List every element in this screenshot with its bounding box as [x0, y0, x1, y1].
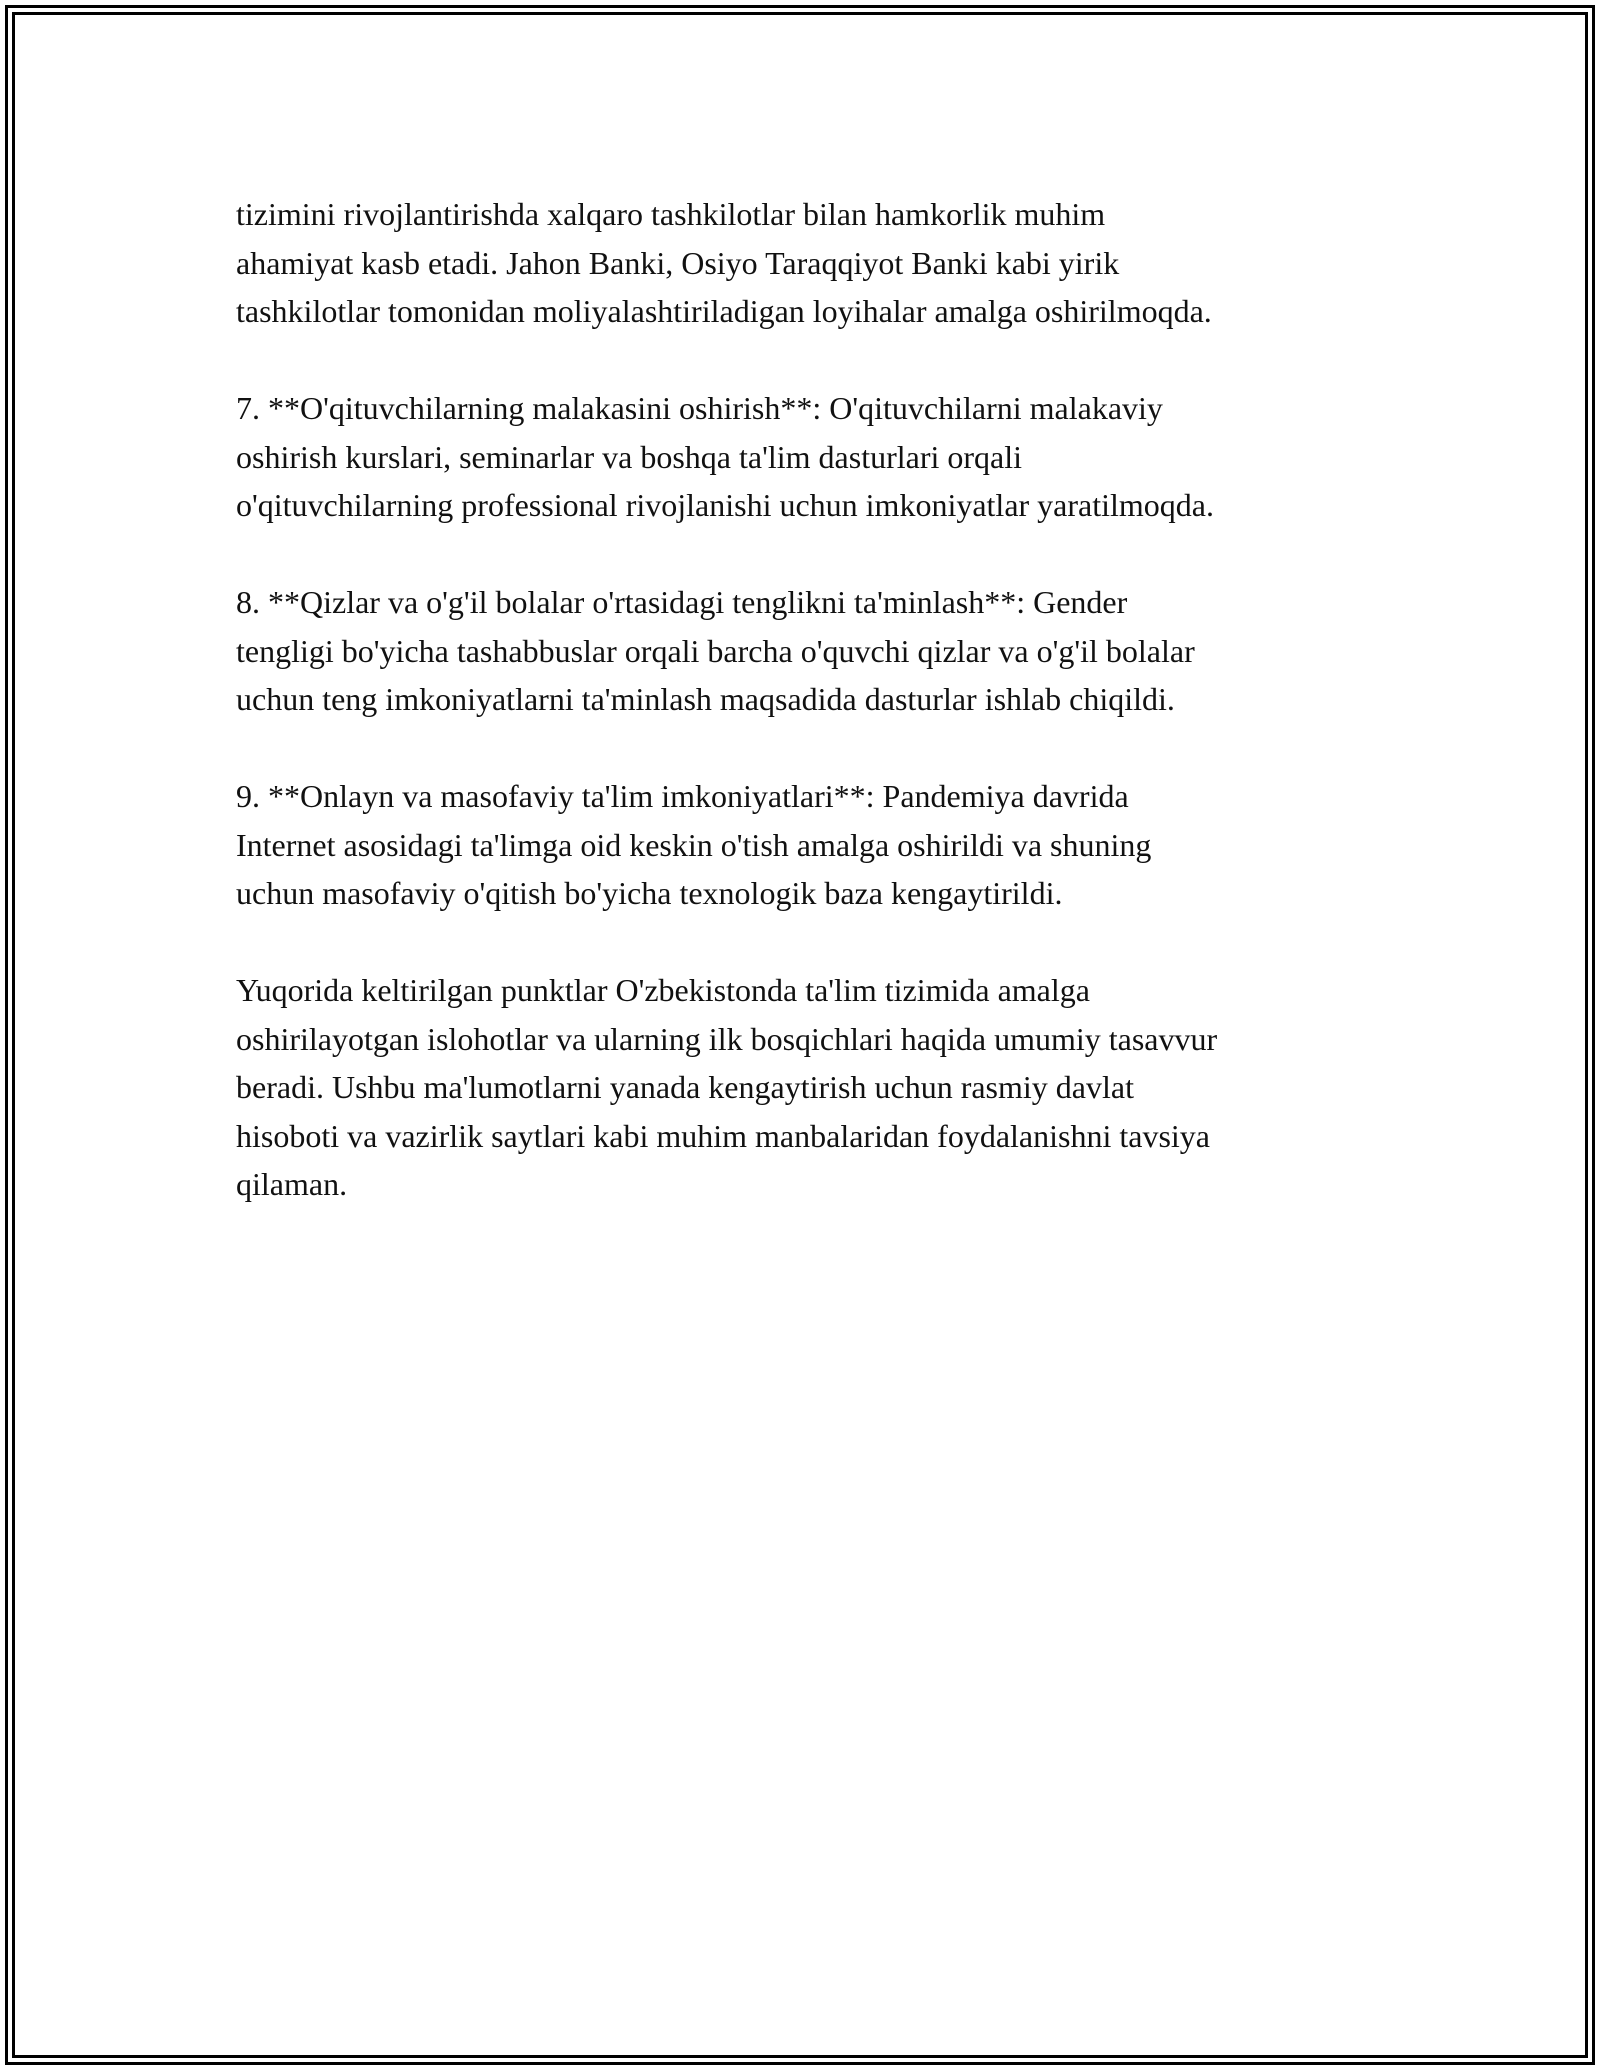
text-line: Internet asosidagi ta'limga oid keskin o'tish amalga oshirildi va shuning	[236, 826, 1152, 863]
text-line: o'qituvchilarning professional rivojlanishi uchun imkoniyatlar yaratilmoqda.	[236, 487, 1214, 523]
text-line: tizimini rivojlantirishda xalqaro tashkilotlar bilan hamkorlik muhim	[236, 196, 1106, 232]
text-line: 9. **Onlayn va masofaviy ta'lim imkoniyatlari**: Pandemiya davrida	[236, 778, 1129, 814]
text-line: tengligi bo'yicha tashabbuslar orqali barcha o'quvchi qizlar va o'g'il bolalar	[236, 632, 1195, 669]
text-line: oshirilayotgan islohotlar va ularning ilk bosqichlari haqida umumiy tasavvur	[236, 1020, 1218, 1057]
text-line: 8. **Qizlar va o'g'il bolalar o'rtasidagi tenglikni ta'minlash**: Gender	[236, 584, 1128, 620]
text-line: ahamiyat kasb etadi. Jahon Banki, Osiyo Taraqqiyot Banki kabi yirik	[236, 244, 1120, 281]
text-line: qilaman.	[236, 1166, 348, 1202]
document-body	[236, 190, 1376, 1209]
paragraph-item-7	[236, 384, 1376, 530]
text-line: beradi. Ushbu ma'lumotlarni yanada kengaytirish uchun rasmiy davlat	[236, 1069, 1134, 1105]
paragraph-conclusion	[236, 966, 1376, 1209]
text-line: oshirish kurslari, seminarlar va boshqa ta'lim dasturlari orqali	[236, 438, 1023, 475]
paragraph-item-8	[236, 578, 1376, 724]
text-line: uchun teng imkoniyatlarni ta'minlash maqsadida dasturlar ishlab chiqildi.	[236, 681, 1175, 717]
paragraph-item-9	[236, 772, 1376, 918]
text-line: uchun masofaviy o'qitish bo'yicha texnologik baza kengaytirildi.	[236, 875, 1063, 911]
text-line: tashkilotlar tomonidan moliyalashtiriladigan loyihalar amalga oshirilmoqda.	[236, 293, 1212, 329]
text-line: Yuqorida keltirilgan punktlar O'zbekistonda ta'lim tizimida amalga	[236, 972, 1090, 1008]
text-line: hisoboti va vazirlik saytlari kabi muhim manbalaridan foydalanishni tavsiya	[236, 1117, 1210, 1154]
paragraph-intro-continuation	[236, 190, 1376, 336]
text-line: 7. **O'qituvchilarning malakasini oshirish**: O'qituvchilarni malakaviy	[236, 390, 1163, 426]
